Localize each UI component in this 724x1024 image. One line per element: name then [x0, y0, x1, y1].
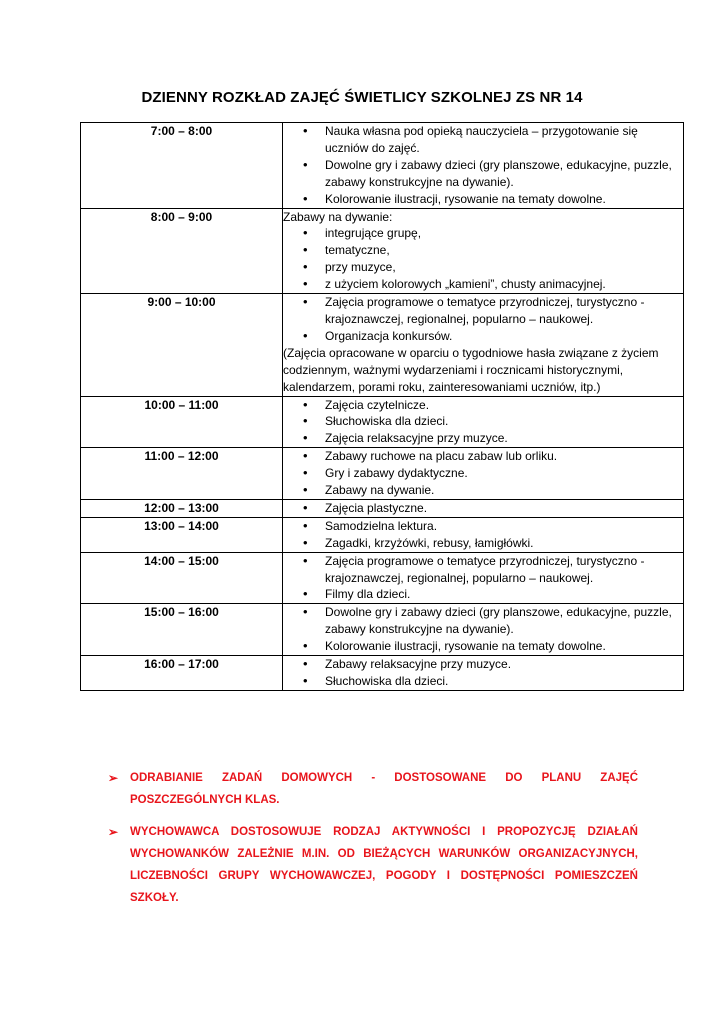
- activities-cell: [283, 448, 684, 500]
- activity-list: [283, 656, 683, 690]
- activities-cell: [283, 656, 684, 691]
- activity-item: • Filmy dla dzieci.: [283, 586, 683, 603]
- activity-item: • Słuchowiska dla dzieci.: [283, 413, 683, 430]
- schedule-row: [81, 208, 684, 294]
- page-title: DZIENNY ROZKŁAD ZAJĘĆ ŚWIETLICY SZKOLNEJ ZS NR 14: [141, 89, 583, 106]
- time-slot: 8:00 – 9:00: [81, 208, 283, 294]
- schedule-row: [81, 448, 684, 500]
- activity-item: • przy muzyce,: [283, 259, 683, 276]
- activity-list: [283, 604, 683, 655]
- activity-item: • z użyciem kolorowych „kamieni”, chusty animacyjnej.: [283, 276, 683, 293]
- activity-item: • tematyczne,: [283, 242, 683, 259]
- activities-cell: [283, 517, 684, 552]
- activity-item: • Zabawy relaksacyjne przy muzyce.: [283, 656, 683, 673]
- schedule-row: [81, 656, 684, 691]
- schedule-row: [81, 294, 684, 396]
- activity-list: [283, 518, 683, 552]
- activities-cell: [283, 123, 684, 209]
- activity-item: • Nauka własna pod opieką nauczyciela – przygotowanie się uczniów do zajęć.: [283, 123, 683, 157]
- schedule-row: [81, 552, 684, 604]
- time-slot: 14:00 – 15:00: [81, 552, 283, 604]
- schedule-table: [80, 122, 684, 691]
- activity-item: • Słuchowiska dla dzieci.: [283, 673, 683, 690]
- note-text: WYCHOWAWCA DOSTOSOWUJE RODZAJ AKTYWNOŚCI I PROPOZYCJĘ DZIAŁAŃ WYCHOWANKÓW ZALEŻNIE M.IN. OD BIEŻĄCYCH WARUNKÓW ORGANIZACYJNYCH, LICZEBNOŚCI GRUPY WYCHOWAWCZEJ, POGODY I DOSTĘPNOŚCI POMIESZCZEŃ SZKOŁY.: [130, 826, 638, 904]
- activity-item: • Kolorowanie ilustracji, rysowanie na tematy dowolne.: [283, 191, 683, 208]
- activities-intro: Zabawy na dywanie:: [283, 209, 393, 224]
- activities-cell: [283, 499, 684, 517]
- arrow-right-icon: ➢: [108, 825, 119, 839]
- activity-item: • Organizacja konkursów.: [283, 328, 683, 345]
- activity-list: [283, 553, 683, 604]
- note-text: ODRABIANIE ZADAŃ DOMOWYCH - DOSTOSOWANE DO PLANU ZAJĘĆ POSZCZEGÓLNYCH KLAS.: [130, 772, 638, 806]
- activity-item: • Dowolne gry i zabawy dzieci (gry planszowe, edukacyjne, puzzle, zabawy konstrukcyjne na dywanie).: [283, 157, 683, 191]
- arrow-right-icon: ➢: [108, 771, 119, 785]
- activity-item: • Kolorowanie ilustracji, rysowanie na tematy dowolne.: [283, 638, 683, 655]
- time-slot: 10:00 – 11:00: [81, 396, 283, 448]
- activity-item: • Zajęcia programowe o tematyce przyrodniczej, turystyczno - krajoznawczej, regionalnej, popularno – naukowej.: [283, 553, 683, 587]
- activity-item: • Zabawy ruchowe na placu zabaw lub orliku.: [283, 448, 683, 465]
- note-item: [108, 821, 638, 909]
- activity-item: • Gry i zabawy dydaktyczne.: [283, 465, 683, 482]
- activity-item: • integrujące grupę,: [283, 225, 683, 242]
- schedule-row: [81, 604, 684, 656]
- activity-item: • Samodzielna lektura.: [283, 518, 683, 535]
- time-slot: 7:00 – 8:00: [81, 123, 283, 209]
- schedule-row: [81, 396, 684, 448]
- schedule-row: [81, 517, 684, 552]
- time-slot: 9:00 – 10:00: [81, 294, 283, 396]
- activities-cell: [283, 604, 684, 656]
- time-slot: 12:00 – 13:00: [81, 499, 283, 517]
- time-slot: 11:00 – 12:00: [81, 448, 283, 500]
- schedule-row: [81, 123, 684, 209]
- time-slot: 13:00 – 14:00: [81, 517, 283, 552]
- activity-list: [283, 500, 683, 517]
- note-item: [108, 767, 638, 811]
- activity-item: • Zajęcia plastyczne.: [283, 500, 683, 517]
- activity-list: [283, 123, 683, 208]
- activities-cell: [283, 396, 684, 448]
- activity-item: • Zajęcia programowe o tematyce przyrodniczej, turystyczno - krajoznawczej, regionalnej, popularno – naukowej.: [283, 294, 683, 328]
- activities-cell: [283, 294, 684, 396]
- activity-item: • Dowolne gry i zabawy dzieci (gry planszowe, edukacyjne, puzzle, zabawy konstrukcyjne na dywanie).: [283, 604, 683, 638]
- schedule-body: [81, 123, 684, 691]
- activity-list: [283, 448, 683, 499]
- time-slot: 16:00 – 17:00: [81, 656, 283, 691]
- activities-note: (Zajęcia opracowane w oparciu o tygodniowe hasła związane z życiem codziennym, ważnymi wydarzeniami i rocznicami historycznymi, kalendarzem, porami roku, zainteresowaniami uczniów, itp.): [283, 345, 659, 394]
- activity-list: [283, 397, 683, 448]
- notes-section: [108, 767, 638, 919]
- activity-list: [283, 225, 683, 293]
- activity-item: • Zajęcia relaksacyjne przy muzyce.: [283, 430, 683, 447]
- activity-item: • Zabawy na dywanie.: [283, 482, 683, 499]
- activity-item: • Zagadki, krzyżówki, rebusy, łamigłówki.: [283, 535, 683, 552]
- schedule-row: [81, 499, 684, 517]
- activity-item: • Zajęcia czytelnicze.: [283, 397, 683, 414]
- time-slot: 15:00 – 16:00: [81, 604, 283, 656]
- activities-cell: [283, 552, 684, 604]
- activity-list: [283, 294, 683, 345]
- activities-cell: [283, 208, 684, 294]
